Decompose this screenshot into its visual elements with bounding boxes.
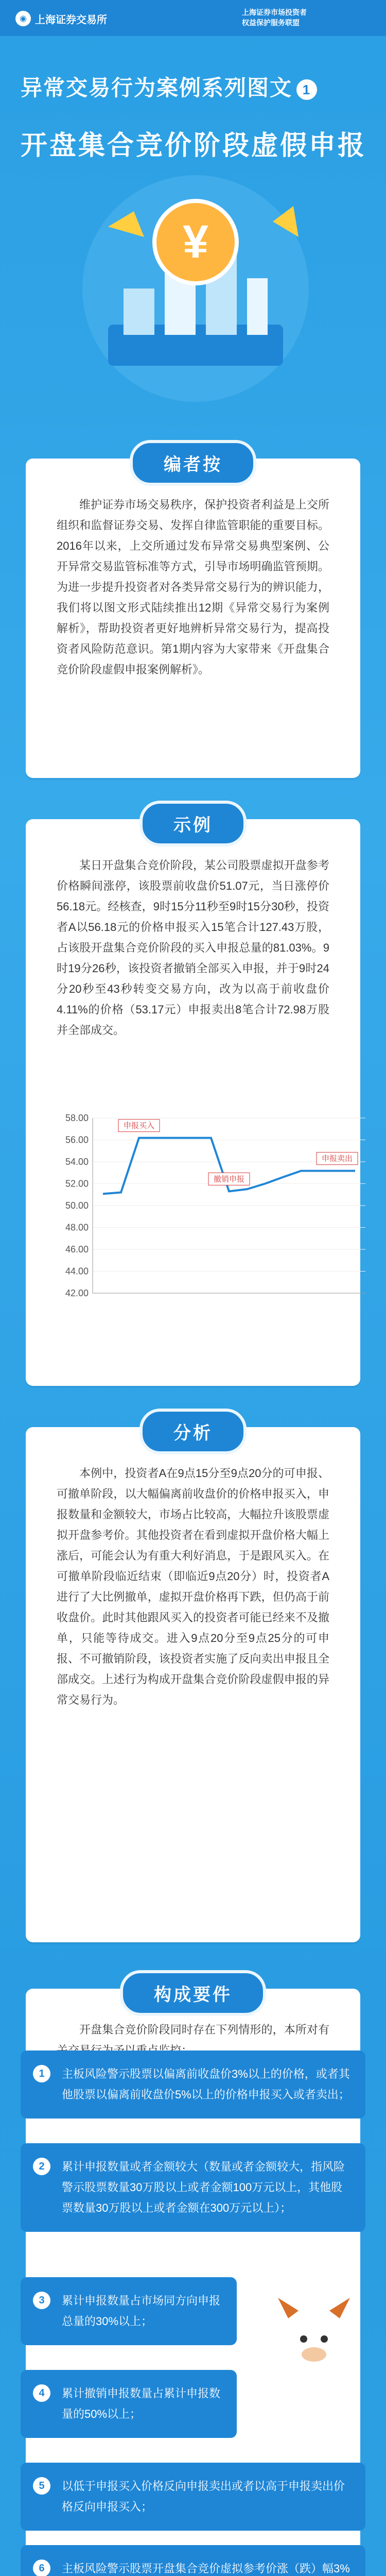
- element-item-5: [21, 2463, 365, 2531]
- element-text: 以低于申报买入价格反向申报卖出或者以高于申报卖出价格反向申报买入；: [62, 2480, 345, 2513]
- alliance-logo: [242, 7, 307, 26]
- y-tick-label: 44.00: [65, 1266, 89, 1277]
- element-number: 3: [33, 2292, 50, 2309]
- coin-symbol: ¥: [182, 216, 209, 268]
- y-tick-label: 42.00: [65, 1288, 89, 1298]
- alliance-logo-line1: 上海证券市场投资者: [242, 8, 307, 16]
- element-text: 累计撤销申报数量占累计申报数量的50%以上；: [62, 2387, 221, 2420]
- element-item-6: [21, 2545, 365, 2576]
- y-tick-label: 50.00: [65, 1200, 89, 1211]
- element-text: 累计申报数量或者金额较大（数量或者金额较大，指风险警示股票数量30万股以上或者金额100万元以上，其他股票数量30万股以上或者金额在300万元以上）；: [62, 2160, 345, 2214]
- page-title: 开盘集合竞价阶段虚假申报: [21, 131, 367, 161]
- y-tick-label: 58.00: [65, 1113, 89, 1123]
- mascot-illustration: [268, 2287, 360, 2442]
- element-item-1: [21, 2050, 365, 2119]
- y-tick-label: 48.00: [65, 1222, 89, 1233]
- analysis-card: [26, 1423, 360, 1942]
- series-number: 1: [296, 79, 317, 100]
- annotation-label: 申报卖出: [321, 1154, 353, 1163]
- elements-intro-paragraph: 开盘集合竞价阶段同时存在下列情形的，本所对有: [79, 2023, 329, 2036]
- y-tick-label: 52.00: [65, 1178, 89, 1189]
- top-bar: [0, 0, 386, 36]
- editor-note-tag: 编者按: [130, 440, 256, 486]
- hero-illustration: [77, 170, 314, 412]
- annotation-label: 申报买入: [123, 1121, 155, 1130]
- element-number: 1: [33, 2065, 50, 2082]
- element-item-4: [21, 2370, 237, 2438]
- y-tick-label: 46.00: [65, 1244, 89, 1255]
- element-text: 累计申报数量占市场同方向申报总量的30%以上；: [62, 2294, 221, 2328]
- elements-tag: 构成要件: [120, 1970, 266, 2016]
- price-line: [103, 1138, 355, 1194]
- y-tick-label: 56.00: [65, 1134, 89, 1145]
- sse-logo-text: 上海证券交易所: [35, 14, 107, 26]
- element-number: 6: [33, 2560, 50, 2576]
- price-chart: [57, 1108, 376, 1303]
- alliance-logo-line2: 权益保护服务联盟: [242, 19, 300, 27]
- analysis-paragraph: 本例中，投资者A在9点15分至9点20分的可申报、可撤单阶段，以大幅偏离前收盘价的价格申报买入，申报数量和金额较大，市场占比较高，大幅拉升该股票虚拟开盘参考价。其他投资者在看到虚拟开盘价格大幅上涨后，可能会认为有重大利好消息，于是跟风买入。在可撤单阶段临近结束（即临近9点20分）时，投资者A进行了大比例撤单，虚拟开盘价格再下跌，但仍高于前收盘价。此时其他跟风买入的投资者可能已经来不及撤单，只能等待成交。进入9点20分至9点25分的可申报、不可撤销阶段，该投资者实施了反向卖出申报且全部成交。上述行为构成开盘集合竞价阶段虚假申报的异常交易行为。: [57, 1467, 329, 1706]
- series-title-text: 异常交易行为案例系列图文: [21, 76, 293, 100]
- element-item-3: [21, 2277, 237, 2345]
- element-text: 主板风险警示股票开盘集合竞价虚拟参考价涨（跌）幅3%: [62, 2562, 350, 2575]
- editor-note-paragraph: 维护证券市场交易秩序，保护投资者利益是上交所组织和监督证券交易、发挥自律监管职能的重要目标。2016年以来，上交所通过发布异常交易典型案例、公开异常交易监管标准等方式，引导市场明确监管预期。为进一步提升投资者对各类异常交易行为的辨识能力，我们将以图文形式陆续推出12期《异常交易行为案例解析》，帮助投资者更好地辨析异常交易行为，提高投资者风险防范意识。第1期内容为大家带来《开盘集合竞价阶段虚假申报案例解析》。: [57, 498, 329, 676]
- editor-note-text: [57, 495, 329, 680]
- element-text: 主板风险警示股票以偏离前收盘价3%以上的价格，或者其他股票以偏离前收盘价5%以上的价格申报买入或者卖出；: [62, 2067, 350, 2101]
- analysis-text: [57, 1463, 329, 1710]
- example-text: [57, 855, 329, 1041]
- series-title: [21, 71, 317, 102]
- element-number: 5: [33, 2477, 50, 2495]
- sse-logo: [15, 9, 107, 28]
- editor-note-card: [26, 455, 360, 778]
- element-number: 4: [33, 2384, 50, 2402]
- sse-logo-icon: ◉: [15, 11, 31, 26]
- analysis-tag: 分析: [139, 1409, 247, 1454]
- example-card: [26, 816, 360, 1386]
- example-tag: 示例: [139, 801, 247, 846]
- y-tick-label: 54.00: [65, 1157, 89, 1167]
- element-item-2: [21, 2143, 365, 2232]
- annotation-label: 撤销申报: [213, 1175, 245, 1184]
- example-paragraph: 某日开盘集合竞价阶段，某公司股票虚拟开盘参考价格瞬间涨停，该股票前收盘价51.07元，当日涨停价56.18元。经核查，9时15分11秒至9时15分30秒，投资者A以56.18元的价格申报买入15笔合计127.43万股，占该股开盘集合竞价阶段的买入申报总量的81.03%。9时19分26秒，该投资者撤销全部买入申报，并于9时24分20秒至43秒转变交易方向，改为以高于前收盘价4.11%的价格（53.17元）申报卖出8笔合计72.98万股并全部成交。: [57, 859, 329, 1037]
- element-number: 2: [33, 2158, 50, 2175]
